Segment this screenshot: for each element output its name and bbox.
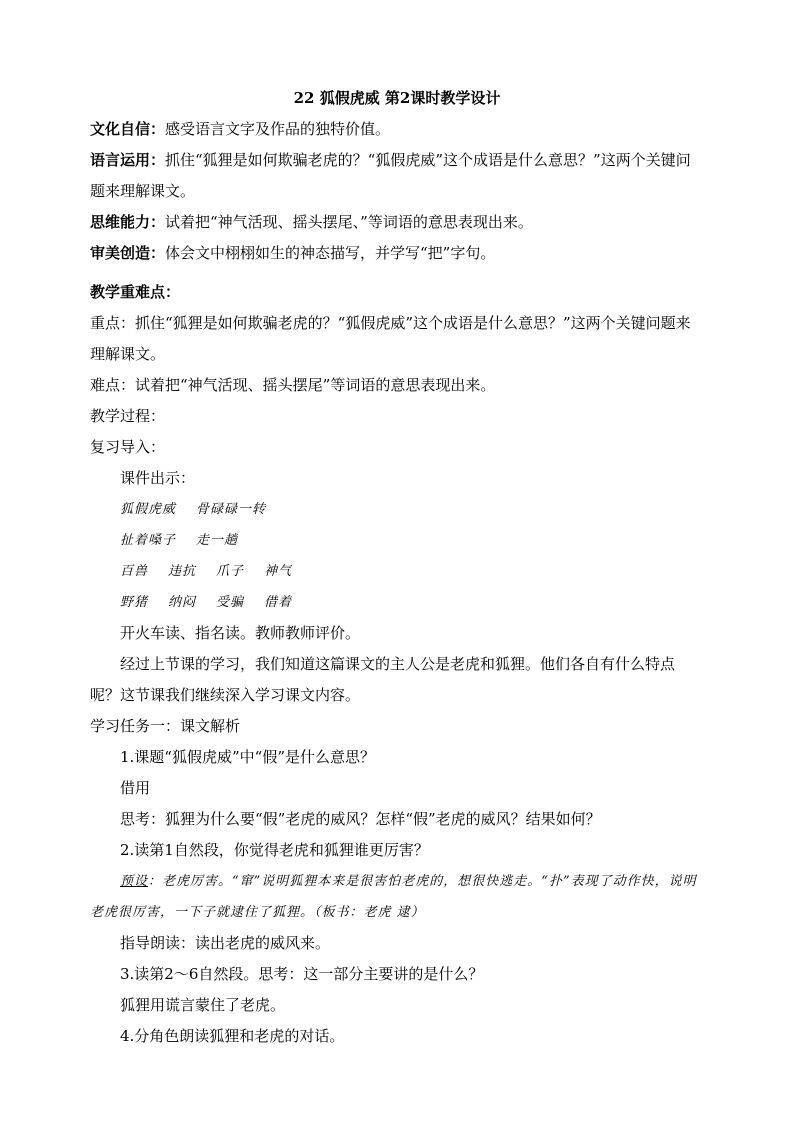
answer-3: 狐狸用谎言蒙住了老虎。	[120, 996, 286, 1014]
vocab-word: 神气	[264, 564, 293, 579]
vocab-word: 违抗	[168, 564, 197, 579]
goal-label: 文化自信：	[90, 120, 166, 138]
vocab-word: 骨碌碌一转	[196, 502, 267, 517]
goal-language	[90, 145, 704, 207]
process-heading: 教学过程：	[90, 407, 166, 425]
goal-aesthetic	[90, 238, 704, 269]
key-points-heading: 教学重难点：	[90, 283, 181, 301]
answer-1: 借用	[120, 779, 151, 797]
preset-label: 预设	[120, 874, 149, 889]
goal-text: 感受语言文字及作品的独特价值。	[165, 120, 391, 138]
word-row	[90, 525, 704, 556]
goal-label: 审美创造：	[90, 244, 166, 262]
word-row	[90, 494, 704, 525]
question-2: 2.读第1自然段，你觉得老虎和狐狸谁更厉害？	[120, 841, 429, 859]
preset-answer	[90, 866, 704, 928]
word-row	[90, 556, 704, 587]
preset-text: ：老虎厉害。“窜”说明狐狸本来是很害怕老虎的，想很快逃走。“扑”表现了动作快，说明老虎很厉害，一下子就逮住了狐狸。（板书：老虎 逮）	[90, 874, 697, 920]
vocab-word: 爪子	[216, 564, 245, 579]
vocab-word: 借着	[264, 595, 293, 610]
vocab-word: 野猪	[120, 595, 149, 610]
vocab-word: 扯着嗓子	[120, 533, 177, 548]
guide-reading: 指导朗读：读出老虎的威风来。	[120, 934, 331, 952]
goal-label: 思维能力：	[90, 213, 166, 231]
key-point-difficulty: 难点：试着把“神气活现、摇头摆尾”等词语的意思表现出来。	[90, 376, 496, 394]
vocab-word: 百兽	[120, 564, 149, 579]
vocab-word: 狐假虎威	[120, 502, 177, 517]
goal-label: 语言运用：	[90, 151, 166, 169]
think-1: 思考：狐狸为什么要“假”老虎的威风？怎样“假”老虎的威风？结果如何？	[120, 810, 601, 828]
question-1: 1.课题“狐假虎威”中“假”是什么意思？	[120, 748, 375, 766]
goal-thinking	[90, 207, 704, 238]
goal-text: 体会文中栩栩如生的神态描写，并学写“把”字句。	[165, 244, 496, 262]
question-3: 3.读第2～6自然段。思考：这一部分主要讲的是什么？	[120, 965, 484, 983]
question-4: 4.分角色朗读狐狸和老虎的对话。	[120, 1027, 345, 1045]
word-row	[90, 587, 704, 618]
key-point-focus: 重点：抓住“狐狸是如何欺骗老虎的？“狐假虎威”这个成语是什么意思？”这两个关键问题来理解课文。	[90, 314, 691, 363]
vocab-word: 走一趟	[196, 533, 239, 548]
document-title: 22 狐假虎威 第2课时教学设计	[293, 89, 501, 107]
goal-text: 试着把“神气活现、摇头摆尾、”等词语的意思表现出来。	[165, 213, 533, 231]
review-heading: 复习导入：	[90, 438, 166, 456]
vocab-word: 受骗	[216, 595, 245, 610]
goal-text: 抓住“狐狸是如何欺骗老虎的？“狐假虎威”这个成语是什么意思？”这两个关键问题来理解课文。	[90, 151, 691, 200]
section-gap	[90, 269, 704, 277]
goal-culture	[90, 114, 704, 145]
reading-instruction: 开火车读、指名读。教师教师评价。	[120, 624, 361, 642]
intro-paragraph: 经过上节课的学习，我们知道这篇课文的主人公是老虎和狐狸。他们各自有什么特点呢？这节课我们继续深入学习课文内容。	[90, 655, 676, 704]
courseware-label: 课件出示：	[120, 469, 196, 487]
vocab-word: 纳闷	[168, 595, 197, 610]
task-heading: 学习任务一：课文解析	[90, 717, 241, 735]
